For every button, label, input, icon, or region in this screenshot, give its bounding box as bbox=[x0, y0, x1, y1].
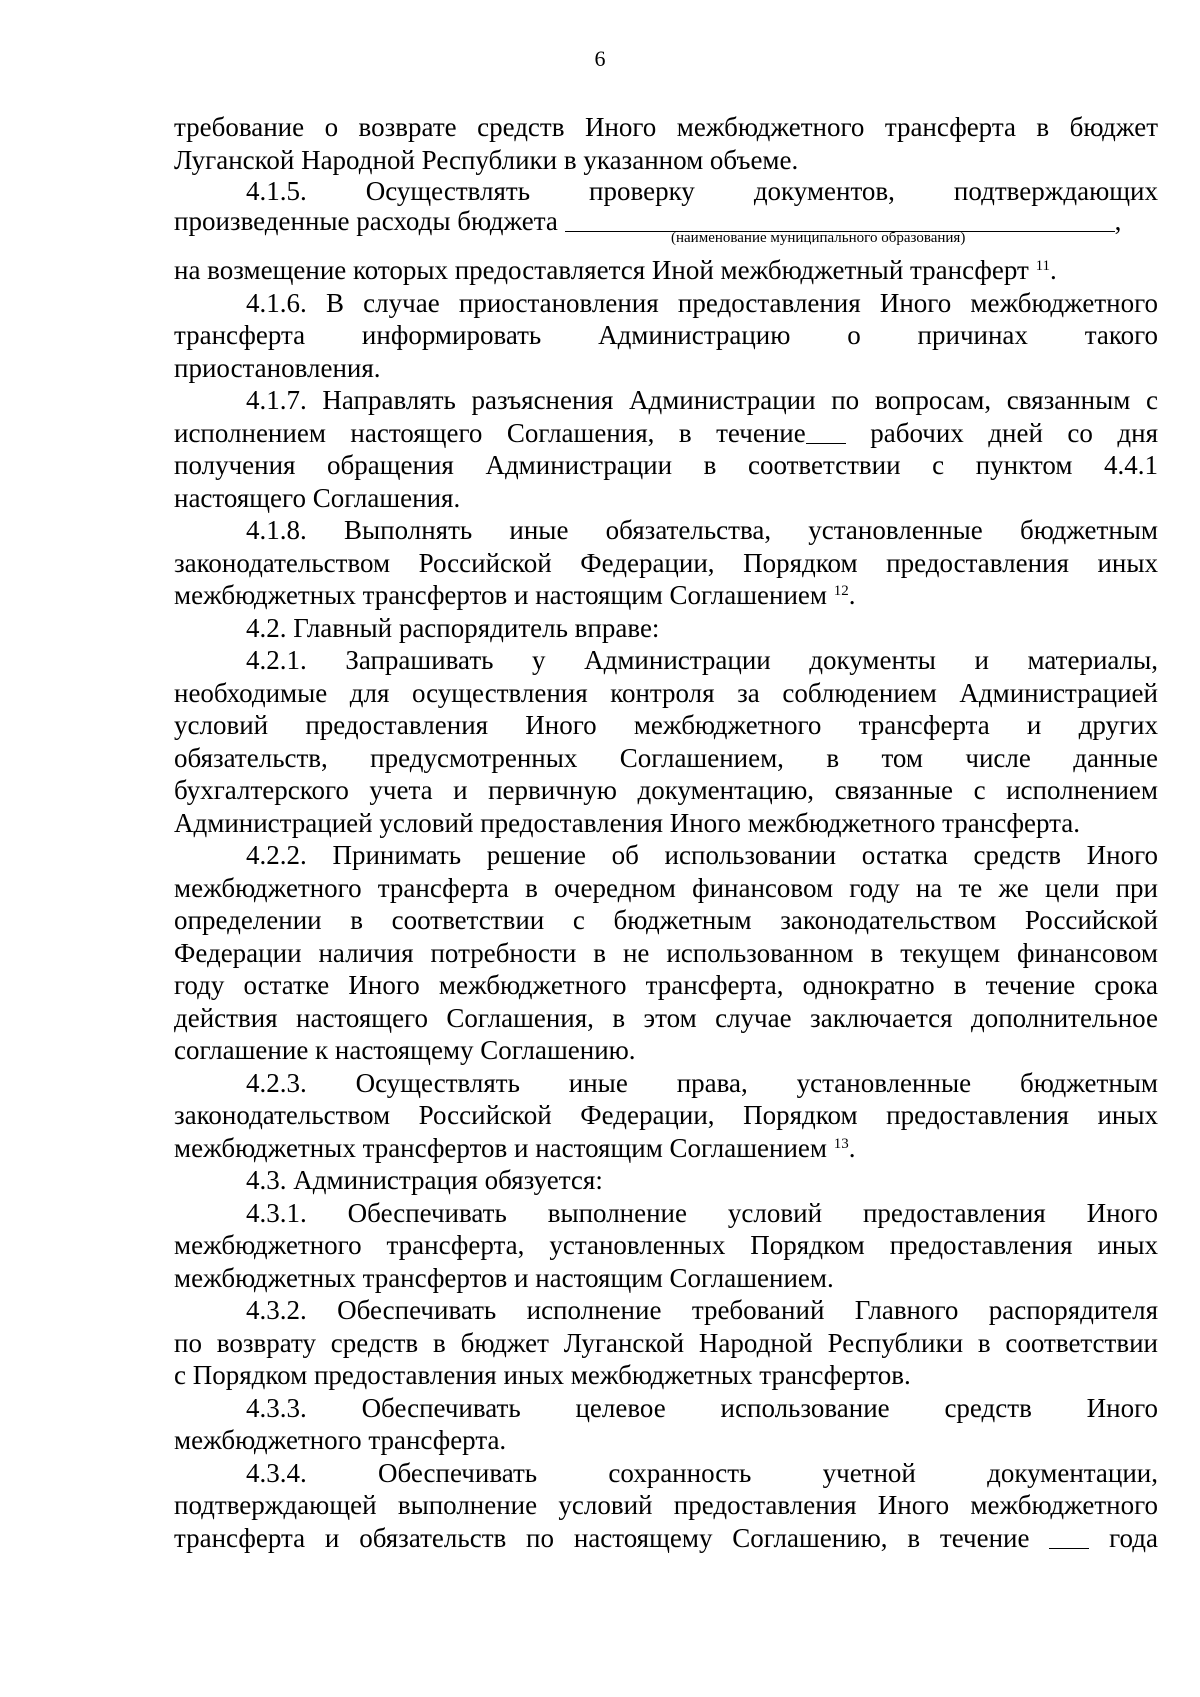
days-blank-field bbox=[806, 423, 846, 444]
clause-4-2: 4.2. Главный распорядитель вправе: bbox=[246, 612, 660, 643]
text-fragment: исполнением настоящего Соглашения, в течение bbox=[174, 417, 806, 448]
clause-4-3-4: 4.3.4. Обеспечивать сохранность учетной документации, bbox=[246, 1457, 1158, 1488]
text-line: межбюджетного трансферта в очередном финансовом году на те же цели при bbox=[174, 872, 1158, 903]
field-caption: (наименование муниципального образования) bbox=[671, 230, 966, 246]
text-line: настоящего Соглашения. bbox=[174, 482, 461, 513]
text-fragment: года bbox=[1109, 1522, 1159, 1553]
clause-4-1-6: 4.1.6. В случае приостановления предоставления Иного межбюджетного bbox=[246, 287, 1158, 318]
text-line: обязательств, предусмотренных Соглашением, в том числе данные bbox=[174, 742, 1158, 773]
text-fragment: . bbox=[848, 1132, 856, 1163]
text-line: определении в соответствии с бюджетным законодательством Российской bbox=[174, 905, 1158, 935]
text-line: году остатке Иного межбюджетного трансферта, однократно в течение срока bbox=[174, 970, 1158, 1000]
text-line: по возврату средств в бюджет Луганской Народной Республики в соответствии bbox=[174, 1327, 1158, 1358]
text-fragment: . bbox=[1050, 255, 1057, 285]
text-line: с Порядком предоставления иных межбюджетных трансфертов. bbox=[174, 1360, 911, 1390]
text-fragment: произведенные расходы бюджета bbox=[174, 206, 558, 236]
text-line-with-blank bbox=[174, 206, 1158, 236]
text-line: законодательством Российской Федерации, Порядком предоставления иных bbox=[174, 1100, 1158, 1130]
footnote-ref: 11 bbox=[1035, 258, 1051, 274]
clause-4-2-2: 4.2.2. Принимать решение об использовании остатка средств Иного bbox=[246, 840, 1158, 870]
text-line: приостановления. bbox=[174, 352, 381, 383]
text-line: подтверждающей выполнение условий предоставления Иного межбюджетного bbox=[174, 1490, 1158, 1520]
text-fragment: . bbox=[848, 580, 856, 610]
text-line: получения обращения Администрации в соответствии с пунктом 4.4.1 bbox=[174, 450, 1158, 480]
text-line: межбюджетного трансферта, установленных Порядком предоставления иных bbox=[174, 1230, 1158, 1260]
text-fragment: рабочих дней со дня bbox=[870, 417, 1159, 448]
text-line: Администрацией условий предоставления Иного межбюджетного трансферта. bbox=[174, 807, 1080, 838]
municipality-blank-field bbox=[565, 211, 1115, 232]
text-line: межбюджетных трансфертов и настоящим Соглашением. bbox=[174, 1262, 834, 1293]
text-line bbox=[174, 1132, 1158, 1165]
footnote-ref: 12 bbox=[833, 583, 849, 599]
clause-4-3-3: 4.3.3. Обеспечивать целевое использование средств Иного bbox=[246, 1392, 1158, 1423]
document-body bbox=[174, 111, 1158, 1554]
text-fragment: , bbox=[1114, 206, 1122, 236]
text-line: законодательством Российской Федерации, Порядком предоставления иных bbox=[174, 547, 1158, 578]
text-fragment: на возмещение которых предоставляется Иной межбюджетный трансферт bbox=[174, 255, 1029, 285]
text-line-with-blank bbox=[174, 1522, 1158, 1555]
clause-4-3-2: 4.3.2. Обеспечивать исполнение требований Главного распорядителя bbox=[246, 1295, 1158, 1325]
field-caption-row bbox=[174, 230, 1158, 254]
text-line bbox=[174, 579, 1158, 612]
text-line: требование о возврате средств Иного межбюджетного трансферта в бюджет bbox=[174, 112, 1158, 142]
clause-4-1-5: 4.1.5. Осуществлять проверку документов, подтверждающих bbox=[246, 176, 1158, 206]
text-line: бухгалтерского учета и первичную документацию, связанные с исполнением bbox=[174, 775, 1158, 805]
text-line: Федерации наличия потребности в не использованном в текущем финансовом bbox=[174, 937, 1158, 968]
text-line-with-blank bbox=[174, 417, 1158, 450]
text-line: действия настоящего Соглашения, в этом случае заключается дополнительное bbox=[174, 1002, 1158, 1033]
clause-4-2-1: 4.2.1. Запрашивать у Администрации документы и материалы, bbox=[246, 645, 1158, 675]
page-number: 6 bbox=[594, 46, 606, 71]
clause-4-3: 4.3. Администрация обязуется: bbox=[246, 1165, 603, 1195]
text-line: межбюджетного трансферта. bbox=[174, 1425, 507, 1455]
footnote-ref: 13 bbox=[833, 1135, 849, 1152]
clause-4-1-7: 4.1.7. Направлять разъяснения Администрации по вопросам, связанным с bbox=[246, 385, 1158, 415]
text-line: Луганской Народной Республики в указанном объеме. bbox=[174, 144, 799, 175]
text-fragment: межбюджетных трансфертов и настоящим Соглашением bbox=[174, 580, 827, 610]
text-line: соглашение к настоящему Соглашению. bbox=[174, 1035, 636, 1065]
text-line: трансферта информировать Администрацию о причинах такого bbox=[174, 320, 1158, 350]
clause-4-2-3: 4.2.3. Осуществлять иные права, установленные бюджетным bbox=[246, 1067, 1158, 1098]
clause-4-3-1: 4.3.1. Обеспечивать выполнение условий предоставления Иного bbox=[246, 1197, 1158, 1228]
text-line: условий предоставления Иного межбюджетного трансферта и других bbox=[174, 710, 1158, 740]
text-line bbox=[174, 254, 1158, 287]
text-fragment: межбюджетных трансфертов и настоящим Соглашением bbox=[174, 1132, 827, 1163]
clause-4-1-8: 4.1.8. Выполнять иные обязательства, установленные бюджетным bbox=[246, 515, 1158, 545]
text-line: необходимые для осуществления контроля за соблюдением Администрацией bbox=[174, 677, 1158, 708]
text-fragment: трансферта и обязательств по настоящему Соглашению, в течение bbox=[174, 1522, 1030, 1553]
years-blank-field bbox=[1049, 1528, 1089, 1549]
